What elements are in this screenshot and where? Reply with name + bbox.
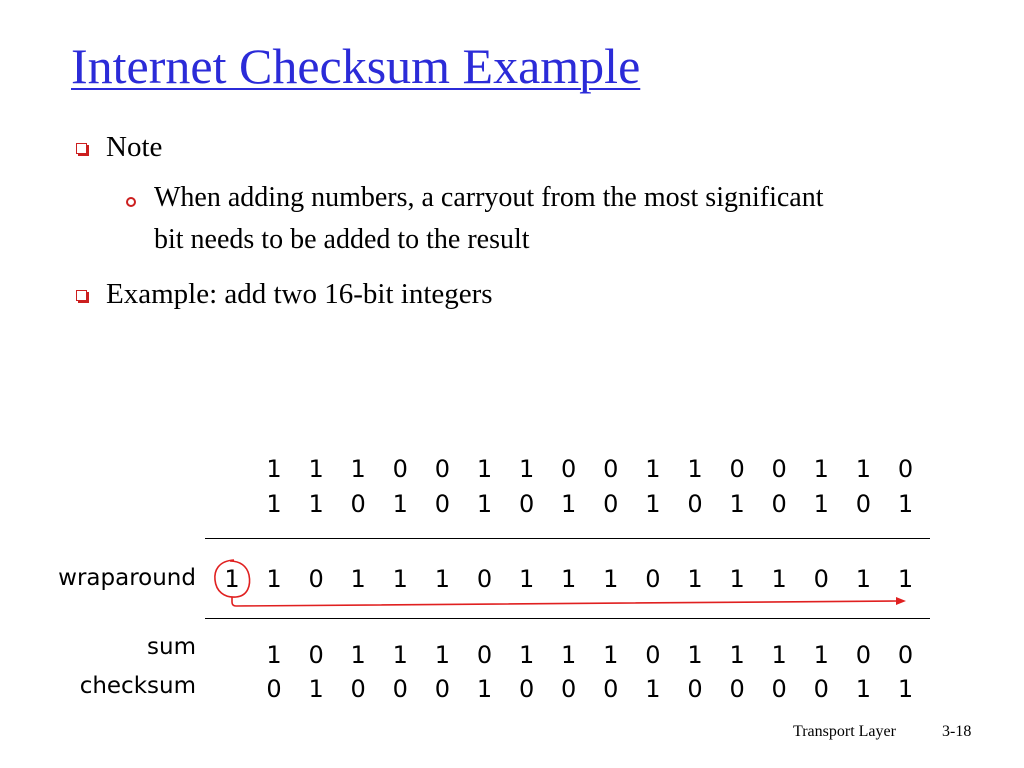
- operand-2-digit: 1: [392, 490, 408, 518]
- sum-label: sum: [147, 634, 196, 660]
- operand-2-digit: 0: [434, 490, 451, 518]
- checksum-digit: 0: [603, 675, 619, 703]
- operand-1-digit: 1: [266, 455, 282, 483]
- operand-2-digit: 0: [518, 490, 535, 518]
- addition-rule: [205, 538, 930, 539]
- operand-2-digit: 0: [771, 490, 787, 518]
- raw-sum-digit: 1: [266, 565, 282, 593]
- operand-1-digit: 0: [897, 455, 914, 483]
- sum-digit: 1: [729, 641, 745, 669]
- checksum-digit: 1: [897, 675, 914, 703]
- sum-digit: 1: [392, 641, 408, 669]
- arrowhead-icon: [896, 597, 906, 605]
- operand-2-digit: 1: [645, 490, 661, 518]
- square-bullet-icon: [76, 143, 87, 154]
- raw-sum-digit: 1: [518, 565, 535, 593]
- carry-path: [232, 597, 898, 606]
- operand-1-digit: 0: [603, 455, 619, 483]
- footer-page-number: 3-18: [942, 723, 972, 740]
- checksum-digit: 0: [350, 675, 366, 703]
- checksum-digit: 1: [308, 675, 324, 703]
- sum-digit: 0: [308, 641, 324, 669]
- checksum-digit: 0: [434, 675, 451, 703]
- operand-2-digit: 1: [266, 490, 282, 518]
- bullet-example-text: Example: add two 16-bit integers: [106, 278, 493, 310]
- raw-sum-digit: 1: [561, 565, 577, 593]
- operand-1-digit: 1: [518, 455, 535, 483]
- operand-1-digit: 0: [771, 455, 787, 483]
- checksum-digit: 0: [687, 675, 703, 703]
- checksum-digit: 0: [771, 675, 787, 703]
- operand-2-digit: 1: [561, 490, 577, 518]
- slide-title: Internet Checksum Example: [71, 38, 641, 94]
- checksum-digit: 0: [729, 675, 745, 703]
- operand-1-digit: 1: [350, 455, 366, 483]
- bullet-example: [76, 277, 493, 311]
- raw-sum-digit: 1: [392, 565, 408, 593]
- operand-2-digit: 0: [855, 490, 872, 518]
- sum-digit: 1: [687, 641, 703, 669]
- sub-bullet-marker: [126, 177, 145, 187]
- sub-bullet-text: When adding numbers, a carryout from the most significant bit needs to be added to the result: [154, 182, 824, 255]
- sum-digit: 0: [645, 641, 661, 669]
- operand-2-digit: 1: [308, 490, 324, 518]
- checksum-digit: 0: [813, 675, 829, 703]
- checksum-digit: 0: [392, 675, 408, 703]
- raw-sum-digit: 1: [771, 565, 787, 593]
- bullet-note-text: Note: [106, 131, 163, 163]
- circle-bullet-icon: [126, 197, 136, 207]
- raw-sum-digit: 0: [645, 565, 661, 593]
- operand-2-digit: 1: [729, 490, 745, 518]
- operand-2-digit: 0: [603, 490, 619, 518]
- raw-sum-digit: 0: [476, 565, 493, 593]
- operand-2-digit: 1: [897, 490, 914, 518]
- checksum-digit: 1: [476, 675, 493, 703]
- raw-sum-digit: 1: [434, 565, 451, 593]
- operand-1-digit: 1: [813, 455, 829, 483]
- sum-digit: 1: [266, 641, 282, 669]
- square-bullet-icon: [76, 290, 87, 301]
- footer-section: Transport Layer: [793, 723, 896, 740]
- operand-1-digit: 0: [729, 455, 745, 483]
- raw-sum-digit: 1: [855, 565, 872, 593]
- operand-1-digit: 1: [687, 455, 703, 483]
- sum-digit: 1: [350, 641, 366, 669]
- checksum-digit: 1: [645, 675, 661, 703]
- checksum-digit: 1: [855, 675, 872, 703]
- raw-sum-digit: 1: [603, 565, 619, 593]
- carry-digit: 1: [224, 565, 240, 593]
- sum-digit: 1: [434, 641, 451, 669]
- sum-digit: 1: [813, 641, 829, 669]
- operand-1-digit: 0: [561, 455, 577, 483]
- operand-1-digit: 1: [645, 455, 661, 483]
- operand-2-digit: 0: [687, 490, 703, 518]
- raw-sum-digit: 1: [350, 565, 366, 593]
- checksum-digit: 0: [561, 675, 577, 703]
- sum-rule: [205, 618, 930, 619]
- raw-sum-digit: 1: [897, 565, 914, 593]
- raw-sum-digit: 1: [729, 565, 745, 593]
- checksum-digit: 0: [518, 675, 535, 703]
- sum-digit: 0: [855, 641, 872, 669]
- operand-1-digit: 0: [434, 455, 451, 483]
- wraparound-label: wraparound: [58, 565, 196, 591]
- raw-sum-digit: 0: [308, 565, 324, 593]
- bullet-note: [76, 130, 162, 164]
- sum-digit: 1: [603, 641, 619, 669]
- sum-digit: 1: [518, 641, 535, 669]
- sum-digit: 0: [897, 641, 914, 669]
- sum-digit: 0: [476, 641, 493, 669]
- sum-digit: 1: [561, 641, 577, 669]
- sum-digit: 1: [771, 641, 787, 669]
- checksum-digit: 0: [266, 675, 282, 703]
- operand-2-digit: 1: [476, 490, 493, 518]
- operand-1-digit: 1: [855, 455, 872, 483]
- operand-1-digit: 1: [308, 455, 324, 483]
- raw-sum-digit: 1: [687, 565, 703, 593]
- raw-sum-digit: 0: [813, 565, 829, 593]
- operand-1-digit: 0: [392, 455, 408, 483]
- operand-2-digit: 0: [350, 490, 366, 518]
- operand-2-digit: 1: [813, 490, 829, 518]
- checksum-label: checksum: [79, 673, 196, 699]
- operand-1-digit: 1: [476, 455, 493, 483]
